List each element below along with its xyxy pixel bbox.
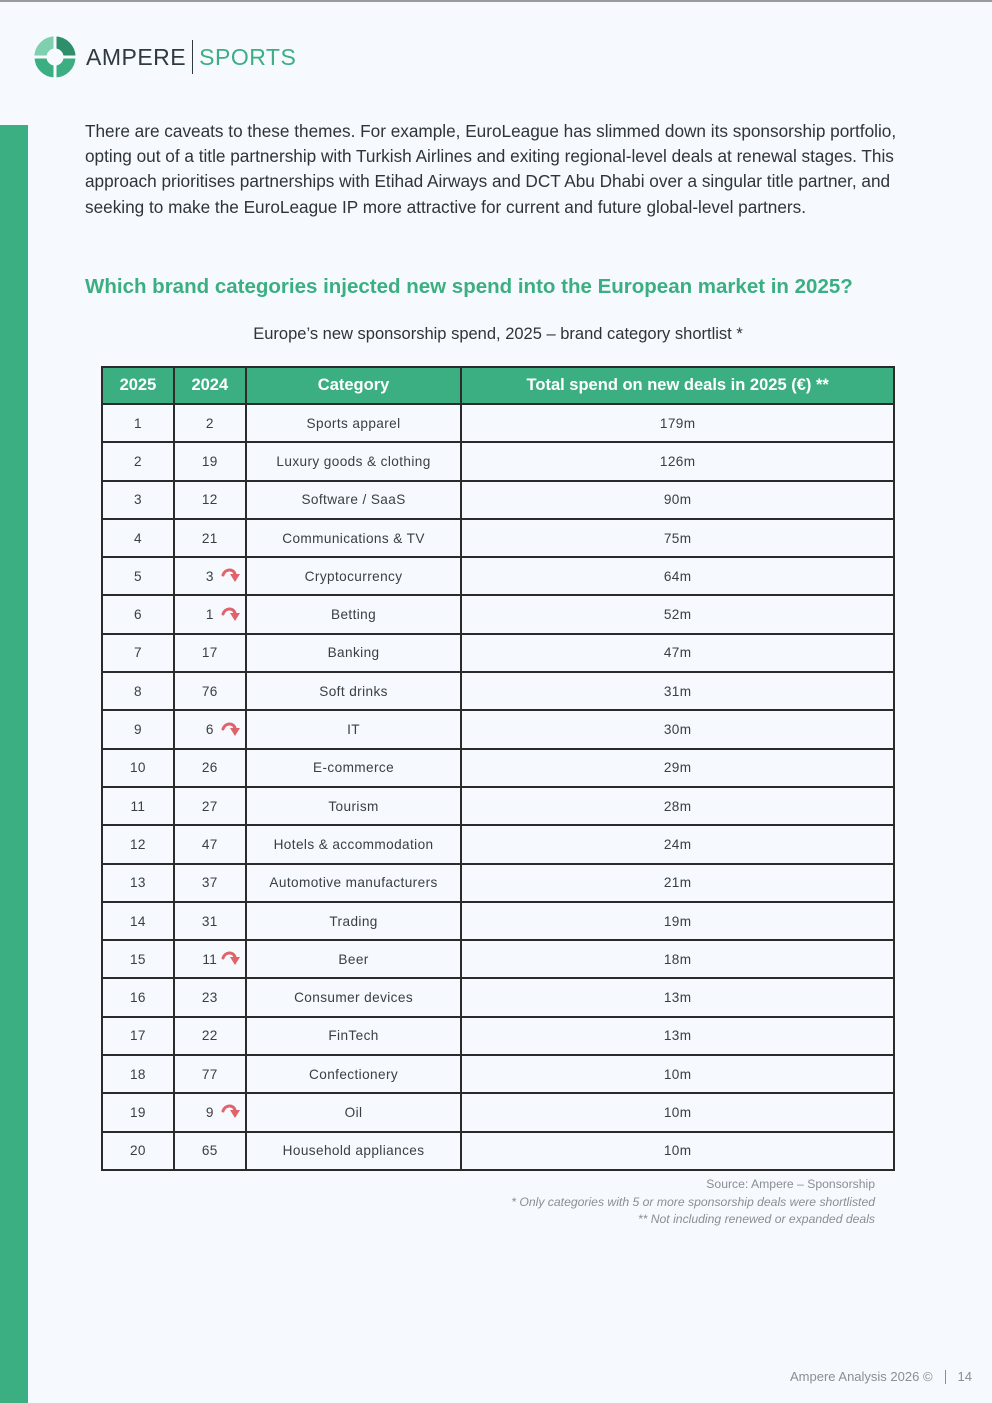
cell-rank-2025-text: 18 xyxy=(129,1066,146,1082)
cell-rank-2024 xyxy=(174,749,246,787)
table-row xyxy=(102,1093,894,1131)
cell-category xyxy=(246,902,462,940)
cell-rank-2025-text: 5 xyxy=(133,568,142,584)
cell-rank-2024-text: 37 xyxy=(201,875,218,891)
cell-rank-2025-text: 4 xyxy=(133,530,142,546)
cell-category xyxy=(246,940,462,978)
table-row xyxy=(102,749,894,787)
table-row xyxy=(102,481,894,519)
footer-copyright: Ampere Analysis 2026 © xyxy=(789,1369,933,1384)
cell-rank-2025-text: 2 xyxy=(133,453,142,469)
cell-rank-2025-text: 11 xyxy=(130,798,146,814)
table-row xyxy=(102,1055,894,1093)
table-row xyxy=(102,864,894,902)
cell-rank-2024 xyxy=(174,1093,246,1131)
cell-spend-text: 126m xyxy=(659,453,696,469)
cell-spend xyxy=(461,864,894,902)
cell-spend-text: 75m xyxy=(663,530,692,546)
cell-category xyxy=(246,978,462,1016)
cell-spend-text: 24m xyxy=(663,836,692,852)
cell-spend xyxy=(461,519,894,557)
cell-spend-text: 13m xyxy=(663,990,692,1006)
cell-spend-text: 21m xyxy=(663,875,692,891)
cell-category-text: Confectionery xyxy=(309,1066,399,1082)
cell-rank-2025 xyxy=(102,1017,174,1055)
cell-category-text: E-commerce xyxy=(313,760,395,776)
cell-rank-2024-text: 76 xyxy=(201,683,218,699)
cell-spend-text: 28m xyxy=(663,798,692,814)
cell-spend-text: 10m xyxy=(663,1143,692,1159)
cell-rank-2025 xyxy=(102,940,174,978)
cell-rank-2025 xyxy=(102,595,174,633)
cell-category xyxy=(246,825,462,863)
cell-spend xyxy=(461,1017,894,1055)
cell-spend xyxy=(461,481,894,519)
cell-spend xyxy=(461,557,894,595)
cell-rank-2024 xyxy=(174,978,246,1016)
cell-spend xyxy=(461,1055,894,1093)
cell-category-text: IT xyxy=(347,722,360,738)
cell-rank-2024 xyxy=(174,442,246,480)
cell-rank-2025-text: 16 xyxy=(129,990,146,1006)
table-title: Europe’s new sponsorship spend, 2025 – brand category shortlist * xyxy=(253,325,743,343)
cell-rank-2025-text: 13 xyxy=(129,875,146,891)
cell-spend xyxy=(461,1132,894,1170)
down-curved-arrow-icon xyxy=(221,568,241,584)
cell-category-text: Beer xyxy=(338,951,369,967)
cell-category xyxy=(246,404,462,442)
down-curved-arrow-icon xyxy=(221,722,241,738)
cell-rank-2025 xyxy=(102,404,174,442)
cell-rank-2024 xyxy=(174,634,246,672)
cell-rank-2025-text: 1 xyxy=(133,415,142,431)
cell-rank-2025-text: 10 xyxy=(129,760,146,776)
table-row xyxy=(102,634,894,672)
cell-category xyxy=(246,634,462,672)
cell-spend xyxy=(461,902,894,940)
source-line: Source: Ampere – Sponsorship xyxy=(706,1177,875,1191)
cell-spend-text: 10m xyxy=(663,1066,692,1082)
category-ranking-table xyxy=(101,366,895,1171)
cell-rank-2024-text: 1 xyxy=(205,607,214,623)
cell-rank-2025 xyxy=(102,787,174,825)
cell-rank-2024-text: 27 xyxy=(201,798,218,814)
table-row xyxy=(102,1132,894,1170)
cell-rank-2024 xyxy=(174,787,246,825)
footer-separator xyxy=(945,1370,946,1384)
table-body xyxy=(102,404,894,1170)
table-row xyxy=(102,710,894,748)
cell-rank-2024-text: 6 xyxy=(205,722,214,738)
cell-rank-2024-text: 26 xyxy=(201,760,218,776)
cell-rank-2025-text: 14 xyxy=(129,913,146,929)
cell-rank-2025 xyxy=(102,519,174,557)
cell-category xyxy=(246,1093,462,1131)
cell-spend xyxy=(461,825,894,863)
cell-rank-2024 xyxy=(174,519,246,557)
cell-rank-2024 xyxy=(174,595,246,633)
cell-rank-2024 xyxy=(174,864,246,902)
cell-rank-2024 xyxy=(174,481,246,519)
cell-rank-2024 xyxy=(174,1055,246,1093)
table-row xyxy=(102,519,894,557)
cell-rank-2025 xyxy=(102,864,174,902)
table-header-row xyxy=(102,367,894,404)
cell-category xyxy=(246,1132,462,1170)
cell-category-text: Tourism xyxy=(328,798,379,814)
cell-category xyxy=(246,519,462,557)
page-number: 14 xyxy=(957,1369,972,1384)
cell-category xyxy=(246,481,462,519)
cell-spend xyxy=(461,710,894,748)
table-row xyxy=(102,1017,894,1055)
cell-rank-2025 xyxy=(102,978,174,1016)
brand-logo xyxy=(34,36,296,78)
cell-rank-2025 xyxy=(102,749,174,787)
cell-rank-2024-text: 21 xyxy=(201,530,218,546)
cell-rank-2024-text: 31 xyxy=(201,913,218,929)
cell-rank-2024-text: 22 xyxy=(201,1028,218,1044)
cell-rank-2024-text: 23 xyxy=(201,990,218,1006)
table-row xyxy=(102,978,894,1016)
cell-spend-text: 10m xyxy=(663,1104,692,1120)
table-row xyxy=(102,595,894,633)
down-curved-arrow-icon xyxy=(221,607,241,623)
cell-rank-2025 xyxy=(102,557,174,595)
cell-category-text: Soft drinks xyxy=(319,683,388,699)
ampere-ring-logo-icon xyxy=(34,36,76,78)
down-curved-arrow-icon xyxy=(221,951,241,967)
cell-rank-2024-text: 77 xyxy=(201,1066,218,1082)
cell-spend-text: 31m xyxy=(663,683,692,699)
footnote-renewals: ** Not including renewed or expanded deals xyxy=(637,1212,875,1226)
cell-category-text: FinTech xyxy=(328,1028,379,1044)
source-notes xyxy=(511,1176,875,1229)
header-category: Category xyxy=(246,367,462,404)
cell-category xyxy=(246,749,462,787)
cell-rank-2025 xyxy=(102,902,174,940)
cell-category-text: Software / SaaS xyxy=(301,492,406,508)
cell-rank-2024-text: 47 xyxy=(201,836,218,852)
brand-name-secondary: SPORTS xyxy=(199,43,297,70)
cell-rank-2024-text: 12 xyxy=(201,492,218,508)
cell-rank-2025-text: 20 xyxy=(129,1143,146,1159)
brand-divider xyxy=(192,40,193,74)
cell-spend-text: 19m xyxy=(663,913,692,929)
cell-spend xyxy=(461,940,894,978)
table-row xyxy=(102,902,894,940)
cell-rank-2025-text: 12 xyxy=(129,836,146,852)
page-footer xyxy=(790,1369,972,1384)
cell-category-text: Communications & TV xyxy=(282,530,425,546)
table-row xyxy=(102,672,894,710)
table-row xyxy=(102,442,894,480)
cell-rank-2025 xyxy=(102,1132,174,1170)
cell-category-text: Luxury goods & clothing xyxy=(276,453,431,469)
cell-rank-2025 xyxy=(102,634,174,672)
cell-spend xyxy=(461,749,894,787)
down-curved-arrow-icon xyxy=(221,1104,241,1120)
cell-category xyxy=(246,672,462,710)
cell-category-text: Consumer devices xyxy=(294,990,414,1006)
cell-spend xyxy=(461,787,894,825)
cell-spend-text: 64m xyxy=(663,568,692,584)
cell-category-text: Automotive manufacturers xyxy=(269,875,438,891)
cell-category-text: Hotels & accommodation xyxy=(273,836,434,852)
cell-spend-text: 47m xyxy=(663,645,692,661)
cell-rank-2024 xyxy=(174,902,246,940)
cell-category-text: Cryptocurrency xyxy=(304,568,403,584)
cell-category xyxy=(246,787,462,825)
cell-category xyxy=(246,1017,462,1055)
cell-category-text: Oil xyxy=(344,1104,363,1120)
cell-rank-2024-text: 9 xyxy=(205,1104,214,1120)
cell-rank-2025 xyxy=(102,1093,174,1131)
header-rank-2024: 2024 xyxy=(174,367,246,404)
cell-rank-2024 xyxy=(174,940,246,978)
cell-spend xyxy=(461,595,894,633)
cell-rank-2024-text: 19 xyxy=(201,453,218,469)
table-row xyxy=(102,825,894,863)
table-row xyxy=(102,404,894,442)
cell-category xyxy=(246,864,462,902)
cell-category xyxy=(246,1055,462,1093)
cell-category xyxy=(246,710,462,748)
cell-category-text: Betting xyxy=(330,607,377,623)
table-row xyxy=(102,787,894,825)
cell-rank-2025-text: 19 xyxy=(129,1104,146,1120)
cell-spend xyxy=(461,978,894,1016)
header-rank-2025: 2025 xyxy=(102,367,174,404)
cell-rank-2024-text: 2 xyxy=(205,415,214,431)
cell-rank-2025-text: 7 xyxy=(133,645,142,661)
cell-spend xyxy=(461,672,894,710)
cell-rank-2025 xyxy=(102,481,174,519)
cell-spend-text: 52m xyxy=(663,607,692,623)
cell-spend-text: 18m xyxy=(663,951,692,967)
cell-rank-2024-text: 65 xyxy=(201,1143,218,1159)
cell-rank-2024 xyxy=(174,710,246,748)
cell-category xyxy=(246,595,462,633)
cell-spend-text: 90m xyxy=(663,492,692,508)
brand-name-primary: AMPERE xyxy=(86,43,187,70)
cell-rank-2024-text: 17 xyxy=(201,645,218,661)
cell-rank-2025-text: 17 xyxy=(129,1028,146,1044)
cell-category xyxy=(246,557,462,595)
cell-rank-2025-text: 8 xyxy=(133,683,142,699)
cell-rank-2025-text: 6 xyxy=(133,607,142,623)
header-total-spend: Total spend on new deals in 2025 (€) ** xyxy=(461,367,894,404)
cell-rank-2025-text: 3 xyxy=(133,492,142,508)
cell-spend xyxy=(461,404,894,442)
cell-rank-2024 xyxy=(174,825,246,863)
cell-rank-2025 xyxy=(102,710,174,748)
cell-spend-text: 179m xyxy=(659,415,696,431)
cell-spend xyxy=(461,1093,894,1131)
cell-spend xyxy=(461,442,894,480)
section-question-heading: Which brand categories injected new spend into the European market in 2025? xyxy=(85,275,853,298)
cell-spend-text: 30m xyxy=(663,722,692,738)
table-row xyxy=(102,940,894,978)
cell-rank-2025-text: 15 xyxy=(129,951,146,967)
cell-rank-2024 xyxy=(174,1132,246,1170)
intro-paragraph: There are caveats to these themes. For example, EuroLeague has slimmed down its sponsorship portfolio, opting out of a title partnership with Turkish Airlines and exiting regional-level deals at renewal stages. This approach prioritises partnerships with Etihad Airways and DCT Abu Dhabi over a singular title partner, and seeking to make the EuroLeague IP more attractive for current and future global-level partners. xyxy=(85,121,897,217)
cell-spend-text: 29m xyxy=(663,760,692,776)
cell-rank-2024 xyxy=(174,1017,246,1055)
cell-category-text: Sports apparel xyxy=(306,415,401,431)
cell-rank-2025 xyxy=(102,1055,174,1093)
cell-category xyxy=(246,442,462,480)
cell-rank-2024-text: 3 xyxy=(205,568,214,584)
cell-spend-text: 13m xyxy=(663,1028,692,1044)
cell-rank-2025 xyxy=(102,442,174,480)
cell-rank-2024 xyxy=(174,557,246,595)
cell-rank-2024 xyxy=(174,404,246,442)
accent-sidebar xyxy=(0,125,28,1403)
cell-category-text: Household appliances xyxy=(282,1143,425,1159)
cell-rank-2025 xyxy=(102,825,174,863)
cell-rank-2025-text: 9 xyxy=(133,722,142,738)
cell-rank-2025 xyxy=(102,672,174,710)
cell-spend xyxy=(461,634,894,672)
footnote-shortlist: * Only categories with 5 or more sponsorship deals were shortlisted xyxy=(511,1194,875,1209)
top-rule xyxy=(0,0,992,2)
cell-rank-2024-text: 11 xyxy=(202,951,218,967)
cell-category-text: Banking xyxy=(327,645,380,661)
cell-rank-2024 xyxy=(174,672,246,710)
table-row xyxy=(102,557,894,595)
cell-category-text: Trading xyxy=(329,913,378,929)
